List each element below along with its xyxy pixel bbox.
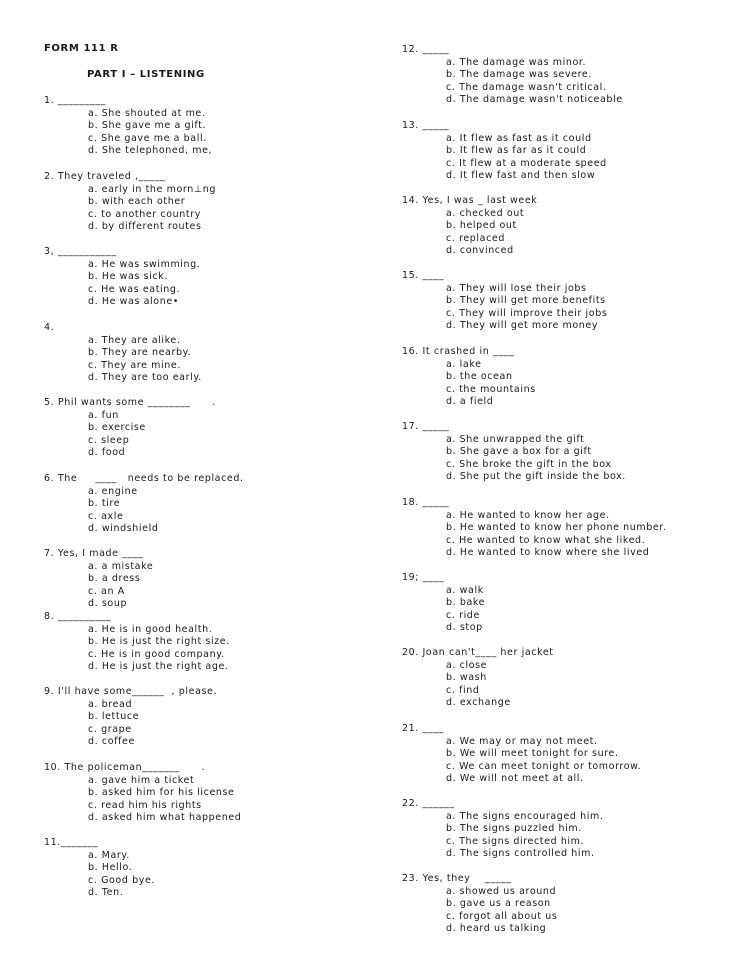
answer-option-d: d. He is just the right age. <box>88 661 229 673</box>
question-stem: 10. The policeman_______ . <box>44 762 206 773</box>
answer-option-d: d. soup <box>88 598 128 610</box>
answer-options <box>88 410 216 460</box>
question-stem: 12. _____ <box>402 44 450 55</box>
question-stem: 1. _________ <box>44 95 107 106</box>
part-title: PART I – LISTENING <box>87 69 205 80</box>
question-18 <box>402 497 667 560</box>
answer-option-d: d. Ten. <box>88 887 124 899</box>
answer-option-d: d. convinced <box>446 245 514 257</box>
answer-option-d: d. food <box>88 447 126 459</box>
answer-options <box>88 108 212 158</box>
question-12 <box>402 44 623 107</box>
answer-options <box>446 585 485 635</box>
answer-option-b: b. She gave me a gift. <box>88 120 207 132</box>
answer-option-c: c. We can meet tonight or tomorrow. <box>446 760 642 772</box>
answer-option-d: d. The signs controlled him. <box>446 848 595 860</box>
question-stem: 7. Yes, I made ____ <box>44 548 144 559</box>
answer-option-b: b. wash <box>446 672 487 684</box>
answer-options <box>446 660 554 710</box>
answer-option-d: d. windshield <box>88 523 159 535</box>
answer-option-c: c. They will improve their jobs <box>446 307 608 319</box>
question-stem: 18. _____ <box>402 497 450 508</box>
answer-options <box>446 359 536 409</box>
answer-options <box>88 335 202 385</box>
answer-option-b: b. She gave a box for a gift <box>446 446 592 458</box>
question-21 <box>402 723 641 786</box>
answer-option-c: c. The damage wasn't critical. <box>446 81 607 93</box>
answer-options <box>88 699 217 749</box>
answer-option-d: d. exchange <box>446 697 511 709</box>
answer-option-c: c. axle <box>88 510 124 522</box>
answer-option-c: c. Good bye. <box>88 874 156 886</box>
answer-options <box>446 510 667 560</box>
answer-option-b: b. He wanted to know her phone number. <box>446 522 667 534</box>
answer-option-d: d. We will not meet at all. <box>446 773 584 785</box>
question-16 <box>402 346 536 409</box>
question-stem: 4. <box>44 322 55 333</box>
question-2 <box>44 171 216 234</box>
answer-option-d: d. She telephoned, me, <box>88 145 213 157</box>
answer-option-d: d. They are too early. <box>88 372 202 384</box>
answer-options <box>446 208 537 258</box>
answer-option-d: d. She put the gift inside the box. <box>446 471 626 483</box>
answer-option-d: d. It flew fast and then slow <box>446 170 596 182</box>
question-stem: 21. ____ <box>402 723 444 734</box>
answer-options <box>88 259 200 309</box>
question-stem: 6. The ____ needs to be replaced. <box>44 473 244 484</box>
answer-option-b: b. bake <box>446 597 486 609</box>
answer-options <box>446 434 626 484</box>
answer-option-d: d. The damage wasn't noticeable <box>446 94 623 106</box>
answer-option-a: a. He was swimming. <box>88 258 201 270</box>
question-stem: 3, ___________ <box>44 246 117 257</box>
answer-option-b: b. a dress <box>88 573 141 585</box>
answer-option-c: c. sleep <box>88 434 130 446</box>
answer-option-a: a. The signs encouraged him. <box>446 810 604 822</box>
question-stem: 22. ______ <box>402 798 455 809</box>
answer-option-b: b. The signs puzzled him. <box>446 823 582 835</box>
question-7 <box>44 548 153 611</box>
question-5 <box>44 397 216 460</box>
form-title: FORM 111 R <box>44 43 119 54</box>
answer-option-c: c. He is in good company. <box>88 648 225 660</box>
answer-option-a: a. Mary. <box>88 849 130 861</box>
answer-option-c: c. She gave me a ball. <box>88 132 207 144</box>
question-stem: 2. They traveled ,_____ <box>44 171 166 182</box>
question-stem: 15. ____ <box>402 270 444 281</box>
answer-option-a: a. It flew as fast as it could <box>446 132 592 144</box>
question-11 <box>44 837 155 900</box>
answer-option-c: c. find <box>446 684 480 696</box>
question-20 <box>402 647 554 710</box>
answer-option-c: c. read him his rights <box>88 799 202 811</box>
answer-options <box>88 624 230 674</box>
answer-option-b: b. tire <box>88 498 121 510</box>
answer-options <box>446 133 607 183</box>
answer-options <box>88 184 216 234</box>
question-1 <box>44 95 212 158</box>
answer-option-c: c. She broke the gift in the box <box>446 458 612 470</box>
answer-option-a: a. engine <box>88 485 138 497</box>
answer-option-a: a. close <box>446 659 488 671</box>
answer-options <box>446 886 557 936</box>
question-stem: 17. _____ <box>402 421 450 432</box>
question-4 <box>44 322 202 385</box>
answer-option-b: b. It flew as far as it could <box>446 145 587 157</box>
question-17 <box>402 421 626 484</box>
question-22 <box>402 798 603 861</box>
question-stem: 14. Yes, I was _ last week <box>402 195 538 206</box>
question-stem: 9. I'll have some______ , please. <box>44 686 218 697</box>
question-stem: 8. __________ <box>44 611 112 622</box>
question-19 <box>402 572 485 635</box>
answer-option-d: d. He was alone• <box>88 296 179 308</box>
question-6 <box>44 473 244 536</box>
answer-option-a: a. They are alike. <box>88 334 181 346</box>
answer-option-a: a. She unwrapped the gift <box>446 433 585 445</box>
answer-option-b: b. helped out <box>446 220 517 232</box>
answer-options <box>88 775 241 825</box>
question-9 <box>44 686 217 749</box>
answer-option-c: c. The signs directed him. <box>446 835 585 847</box>
question-stem: 16. It crashed in ____ <box>402 346 515 357</box>
answer-option-d: d. by different routes <box>88 221 202 233</box>
question-8 <box>44 611 230 674</box>
question-stem: 13. _____ <box>402 120 450 131</box>
answer-options <box>446 57 623 107</box>
question-stem: 23. Yes, they _____ <box>402 873 512 884</box>
answer-option-a: a. He is in good health. <box>88 623 213 635</box>
answer-options <box>446 283 607 333</box>
question-stem: 5. Phil wants some ________ . <box>44 397 216 408</box>
answer-option-b: b. the ocean <box>446 371 513 383</box>
answer-option-c: c. He was eating. <box>88 283 181 295</box>
answer-options <box>446 811 603 861</box>
answer-option-d: d. stop <box>446 622 483 634</box>
answer-option-a: a. gave him a ticket <box>88 774 195 786</box>
answer-option-b: b. They will get more benefits <box>446 295 606 307</box>
answer-option-a: a. She shouted at me. <box>88 107 206 119</box>
answer-option-b: b. with each other <box>88 196 186 208</box>
answer-option-d: d. a field <box>446 396 494 408</box>
answer-option-a: a. The damage was minor. <box>446 56 587 68</box>
answer-option-b: b. asked him for his license <box>88 787 235 799</box>
question-stem: 20. Joan can't____ her jacket <box>402 647 554 658</box>
answer-option-a: a. showed us around <box>446 885 557 897</box>
answer-option-a: a. a mistake <box>88 560 154 572</box>
answer-option-b: b. lettuce <box>88 711 140 723</box>
answer-option-d: d. They will get more money <box>446 320 599 332</box>
answer-option-b: b. The damage was severe. <box>446 69 592 81</box>
question-stem: 11._______ <box>44 837 99 848</box>
question-13 <box>402 120 607 183</box>
answer-option-d: d. coffee <box>88 736 135 748</box>
answer-option-a: a. They will lose their jobs <box>446 282 587 294</box>
answer-option-a: a. He wanted to know her age. <box>446 509 610 521</box>
answer-option-a: a. walk <box>446 584 484 596</box>
answer-options <box>88 561 153 611</box>
answer-option-a: a. bread <box>88 698 133 710</box>
answer-option-c: c. It flew at a moderate speed <box>446 157 607 169</box>
answer-options <box>88 486 244 536</box>
answer-option-c: c. replaced <box>446 232 505 244</box>
answer-option-c: c. ride <box>446 609 480 621</box>
answer-option-b: b. He was sick. <box>88 271 168 283</box>
answer-option-a: a. checked out <box>446 207 525 219</box>
answer-option-c: c. forgot all about us <box>446 910 558 922</box>
answer-option-a: a. fun <box>88 409 119 421</box>
question-stem: 19; ____ <box>402 572 445 583</box>
answer-option-b: b. They are nearby. <box>88 347 192 359</box>
answer-options <box>88 850 155 900</box>
question-14 <box>402 195 537 258</box>
question-15 <box>402 270 607 333</box>
answer-option-b: b. exercise <box>88 422 146 434</box>
question-23 <box>402 873 557 936</box>
answer-option-a: a. lake <box>446 358 482 370</box>
answer-option-d: d. He wanted to know where she lived <box>446 547 650 559</box>
answer-option-a: a. We may or may not meet. <box>446 735 598 747</box>
question-10 <box>44 762 241 825</box>
answer-option-c: c. They are mine. <box>88 359 181 371</box>
answer-option-b: b. gave us a reason <box>446 898 551 910</box>
answer-option-b: b. We will meet tonight for sure. <box>446 748 619 760</box>
answer-option-d: d. asked him what happened <box>88 812 242 824</box>
answer-option-c: c. an A <box>88 585 125 597</box>
answer-option-c: c. to another country <box>88 208 201 220</box>
answer-option-c: c. the mountains <box>446 383 536 395</box>
answer-option-d: d. heard us talking <box>446 923 547 935</box>
answer-option-c: c. He wanted to know what she liked. <box>446 534 646 546</box>
question-3 <box>44 246 200 309</box>
answer-option-b: b. Hello. <box>88 862 133 874</box>
answer-options <box>446 736 641 786</box>
answer-option-b: b. He is just the right size. <box>88 636 230 648</box>
answer-option-c: c. grape <box>88 723 132 735</box>
answer-option-a: a. early in the morn⊥ng <box>88 183 216 195</box>
